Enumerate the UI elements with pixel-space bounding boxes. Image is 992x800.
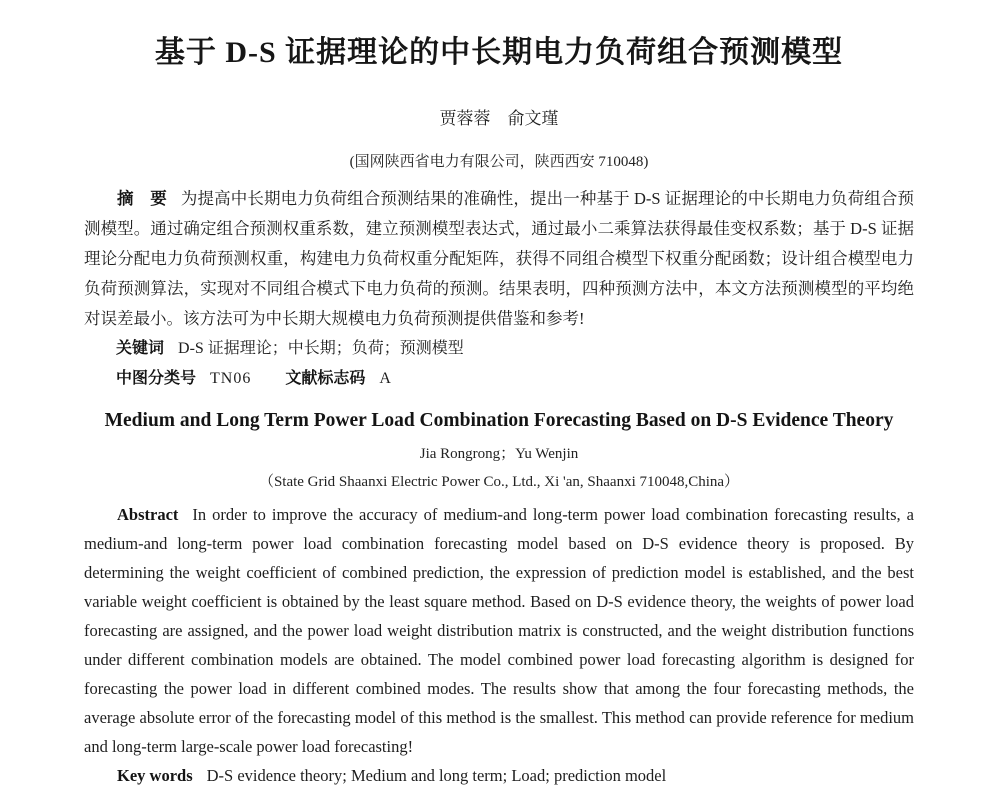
keywords-en-label: Key words [117,766,193,785]
keywords-cn-label: 关键词 [116,340,165,357]
abstract-en [84,500,914,761]
abstract-cn-label: 摘 要 [117,190,167,208]
authors-cn: 贾蓉蓉 俞文瑾 [439,109,559,128]
clc-label: 中图分类号 [116,370,197,387]
abstract-cn-text: 为提高中长期电力负荷组合预测结果的准确性，提出一种基于 D-S 证据理论的中长期电力负荷组合预测模型。通过确定组合预测权重系数，建立预测模型表达式，通过最小二乘算法获得最佳变权系数；基于 D-S 证据理论分配电力负荷预测权重，构建电力负荷权重分配矩阵，获得不同组合模型下权重分配函数；设计组合模型电力负荷预测算法，实现对不同组合模式下电力负荷的预测。结果表明，四种预测方法中，本文方法预测模型的平均绝对误差最小。该方法可为中长期大规模电力负荷预测提供借鉴和参考! [84,189,914,328]
affiliation-en: （State Grid Shaanxi Electric Power Co., Ltd., Xi 'an, Shaanxi 710048,China） [258,474,740,490]
authors-en: Jia Rongrong；Yu Wenjin [419,446,579,462]
paper-title-en: Medium and Long Term Power Load Combination Forecasting Based on D-S Evidence Theory [104,410,894,431]
doc-code-label: 文献标志码 [285,370,366,387]
abstract-en-label: Abstract [117,505,179,524]
paper-title-cn: 基于 D-S 证据理论的中长期电力负荷组合预测模型 [154,36,844,69]
classification-line [84,364,914,394]
doc-code-value: A [379,370,392,387]
clc-value: TN06 [210,370,252,387]
keywords-cn [84,334,914,364]
abstract-cn [84,184,914,334]
keywords-cn-text: D-S 证据理论；中长期；负荷；预测模型 [178,340,464,357]
abstract-en-text: In order to improve the accuracy of medium-and long-term power load combination forecasting results, a medium-and long-term power load combination forecasting model based on D-S evidence theory is proposed. By determining the weight coefficient of combined prediction, the expression of prediction model is established, and the best variable weight coefficient is obtained by the least square method. Based on D-S evidence theory, the weights of power load forecasting are assigned, and the power load weight distribution matrix is constructed, and the weight distribution functions under different combination models are obtained. The model combined power load forecasting algorithm is designed for forecasting the power load in different combined modes. The results show that among the four forecasting methods, the average absolute error of the forecasting model of this method is the smallest. This method can provide reference for medium and long-term large-scale power load forecasting! [84,505,914,756]
keywords-en-text: D-S evidence theory; Medium and long term; Load; prediction model [206,766,667,785]
keywords-en [84,761,914,790]
affiliation-cn: (国网陕西省电力有限公司，陕西西安 710048) [349,154,649,170]
